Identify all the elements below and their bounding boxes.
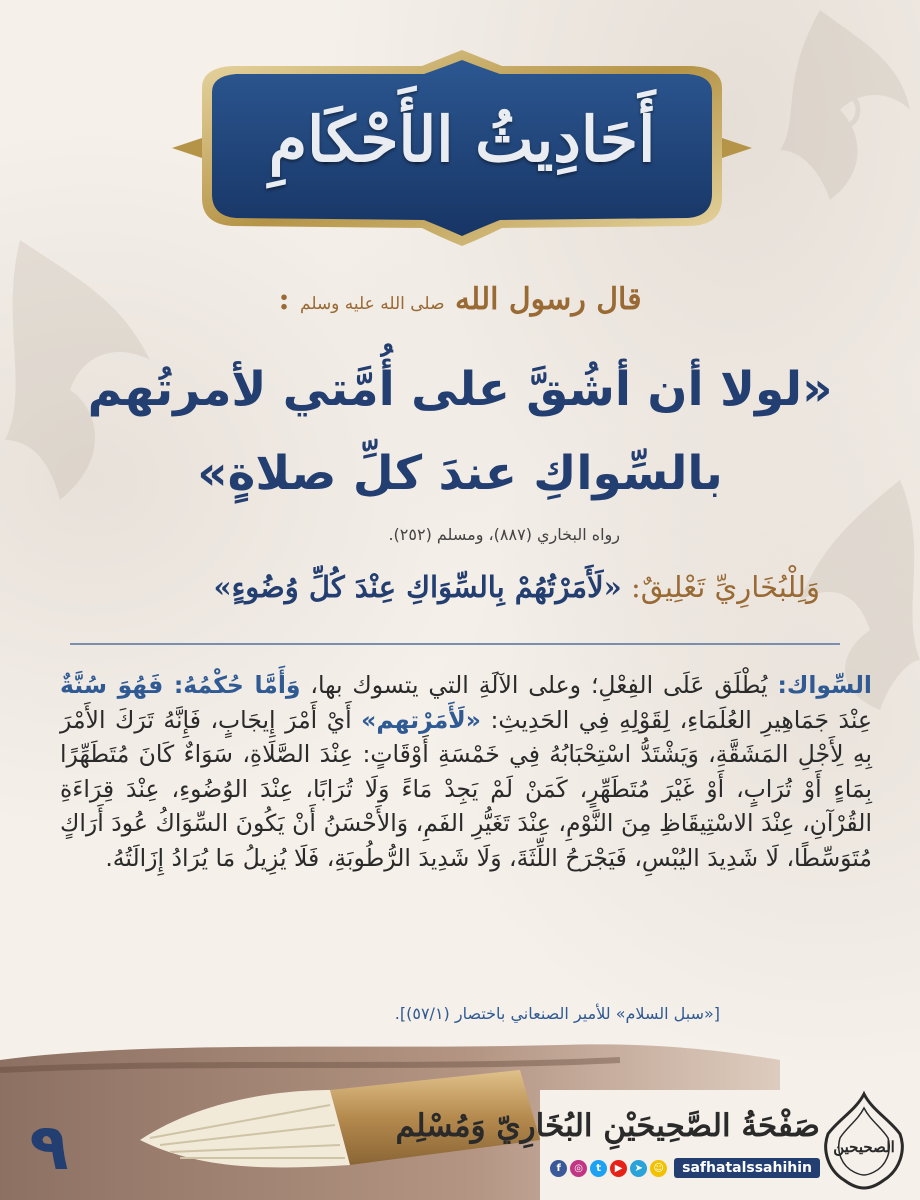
social-bar: [550, 1157, 820, 1179]
social-handle[interactable]: safhatalssahihin: [674, 1158, 820, 1178]
bukhari-narration: [213, 570, 820, 604]
svg-text:الصحيحين: الصحيحين: [833, 1138, 895, 1156]
pbuh-text: صلى الله عليه وسلم: [300, 294, 445, 314]
title-banner: [172, 48, 752, 248]
instagram-icon[interactable]: ◎: [570, 1160, 587, 1177]
snapchat-icon[interactable]: ☺: [650, 1160, 667, 1177]
said-text: قال رسول الله: [454, 282, 642, 317]
commentary-part-2: عِنْدَ جَمَاهِيرِ العُلَمَاءِ، لِقَوْلِهِ فِي الحَدِيثِ:: [490, 705, 872, 734]
bukhari-text: «لَأَمَرْتُهُمْ بِالسِّوَاكِ عِنْدَ كُلِّ وُضُوءٍ»: [213, 570, 622, 604]
commentary-ruling: وَأَمَّا حُكْمُهُ: فَهُوَ سُنَّةٌ: [60, 671, 301, 699]
page-title: أَحَادِيثُ الأَحْكَامِ: [268, 103, 656, 176]
telegram-icon[interactable]: ➤: [630, 1160, 647, 1177]
brand-title: صَفْحَةُ الصَّحِيحَيْنِ البُخَارِيّ وَمُسْلِم: [395, 1108, 820, 1144]
twitter-icon[interactable]: t: [590, 1160, 607, 1177]
intro-line: [240, 282, 680, 317]
logo-icon: [820, 1090, 908, 1190]
reference-citation: [«سبل السلام» للأمير الصنعاني باختصار (٥٧/١)].: [394, 1004, 720, 1023]
hadith-line-2: بالسِّواكِ عندَ كلِّ صلاةٍ»: [197, 446, 723, 501]
said-colon: :: [278, 282, 290, 317]
commentary-part-1: يُطْلَق عَلَى الفِعْلِ؛ وعلى الآلَةِ التي يتسوك بها،: [310, 671, 768, 699]
page-number: ٩: [29, 1111, 69, 1185]
bukhari-label: وَلِلْبُخَارِيِّ تَعْلِيقٌ:: [630, 570, 820, 604]
commentary-quote: «لَأَمَرْتهم»: [361, 705, 481, 734]
hadith-source: رواه البخاري (٨٨٧)، ومسلم (٢٥٢).: [388, 525, 620, 544]
facebook-icon[interactable]: f: [550, 1160, 567, 1177]
hadith-line-1: «لولا أن أشُقَّ على أُمَّتي لأمرتُهم: [87, 362, 833, 417]
youtube-icon[interactable]: ▶: [610, 1160, 627, 1177]
commentary-part-3: أَيْ أَمْرَ إِيجَابٍ، فَإِنَّهُ تَرَكَ الأَمْرَ بِهِ لِأَجْلِ المَشَقَّةِ، وَيَشْتَدُّ اسْتِحْبَابُهُ فِي خَمْسَةِ أَوْقَاتٍ: عِنْدَ الصَّلَاةِ، سَوَاءٌ كَانَ مُتَطَهِّرًا بِمَاءٍ أَوْ تُرَابٍ، أَوْ غَيْرَ مُتَطَهِّرٍ، كَمَنْ لَمْ يَجِدْ مَاءً وَلَا تُرَابًا، عِنْدَ الوُضُوءِ، عِنْدَ قِرَاءَةِ القُرْآنِ، عِنْدَ الاسْتِيقَاظِ مِنَ النَّوْمِ، عِنْدَ تَغَيُّرِ الفَمِ، وَالأَحْسَنُ أَنْ يَكُونَ السِّوَاكُ عُودَ أَرَاكٍ مُتَوَسِّطًا، لَا شَدِيدَ اليُبْسِ، فَيَجْرَحُ اللِّثَةَ، وَلَا شَدِيدَ الرُّطُوبَةِ، فَلَا يُزِيلُ مَا يُرَادُ إِزَالَتُهُ.: [60, 705, 872, 872]
commentary-term: السِّواك:: [777, 671, 872, 699]
commentary-paragraph: [60, 668, 872, 875]
section-divider: [70, 643, 840, 645]
